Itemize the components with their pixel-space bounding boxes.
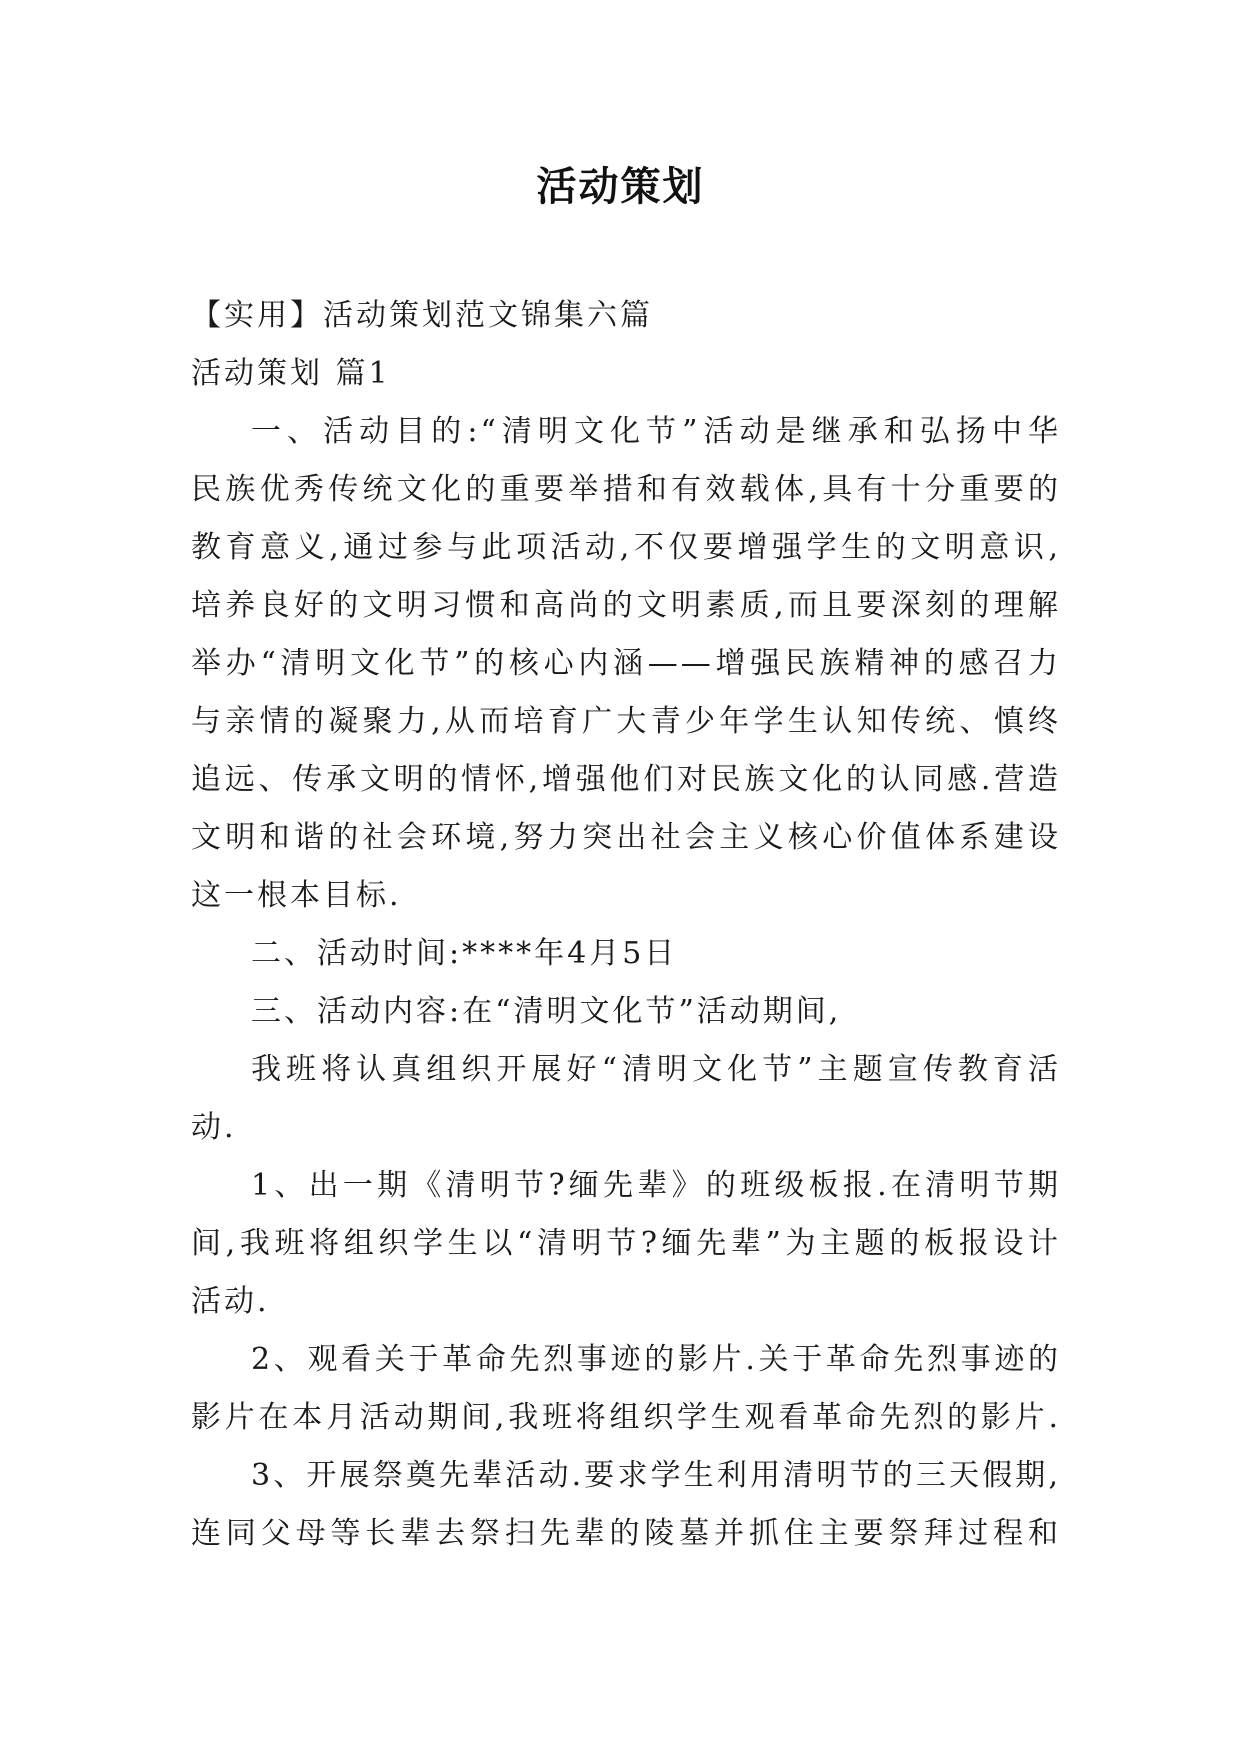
text-line: 培养良好的文明习惯和高尚的文明素质,而且要深刻的理解 (191, 588, 1061, 623)
text-line: 活动. (191, 1284, 270, 1319)
text-line: 连同父母等长辈去祭扫先辈的陵墓并抓住主要祭拜过程和 (191, 1516, 1061, 1551)
text-line: 这一根本目标. (191, 878, 402, 913)
text-line: 三、活动内容:在“清明文化节”活动期间, (251, 994, 842, 1029)
text-line: 一、活动目的:“清明文化节”活动是继承和弘扬中华 (251, 414, 1061, 449)
text-line: 动. (191, 1110, 237, 1145)
text-line: 文明和谐的社会环境,努力突出社会主义核心价值体系建设 (191, 820, 1061, 855)
text-line: 我班将认真组织开展好“清明文化节”主题宣传教育活 (251, 1052, 1061, 1087)
text-line: 间,我班将组织学生以“清明节?缅先辈”为主题的板报设计 (191, 1226, 1061, 1261)
document-body (191, 287, 1061, 1563)
text-line: 2、观看关于革命先烈事迹的影片.关于革命先烈事迹的 (251, 1342, 1061, 1377)
text-line: 举办“清明文化节”的核心内涵——增强民族精神的感召力 (191, 646, 1061, 681)
text-line: 影片在本月活动期间,我班将组织学生观看革命先烈的影片. (191, 1400, 1061, 1435)
text-line: 民族优秀传统文化的重要举措和有效载体,具有十分重要的 (191, 472, 1061, 507)
text-line: 【实用】活动策划范文锦集六篇 (191, 298, 653, 333)
text-line: 二、活动时间:****年4月5日 (251, 936, 678, 971)
document-title: 活动策划 (536, 163, 705, 210)
text-line: 3、开展祭奠先辈活动.要求学生利用清明节的三天假期, (251, 1458, 1061, 1493)
text-line: 追远、传承文明的情怀,增强他们对民族文化的认同感.营造 (191, 762, 1061, 797)
text-line: 与亲情的凝聚力,从而培育广大青少年学生认知传统、慎终 (191, 704, 1061, 739)
text-line: 教育意义,通过参与此项活动,不仅要增强学生的文明意识, (191, 530, 1061, 565)
text-line: 活动策划 篇1 (191, 356, 391, 391)
text-line: 1、出一期《清明节?缅先辈》的班级板报.在清明节期 (251, 1168, 1061, 1203)
